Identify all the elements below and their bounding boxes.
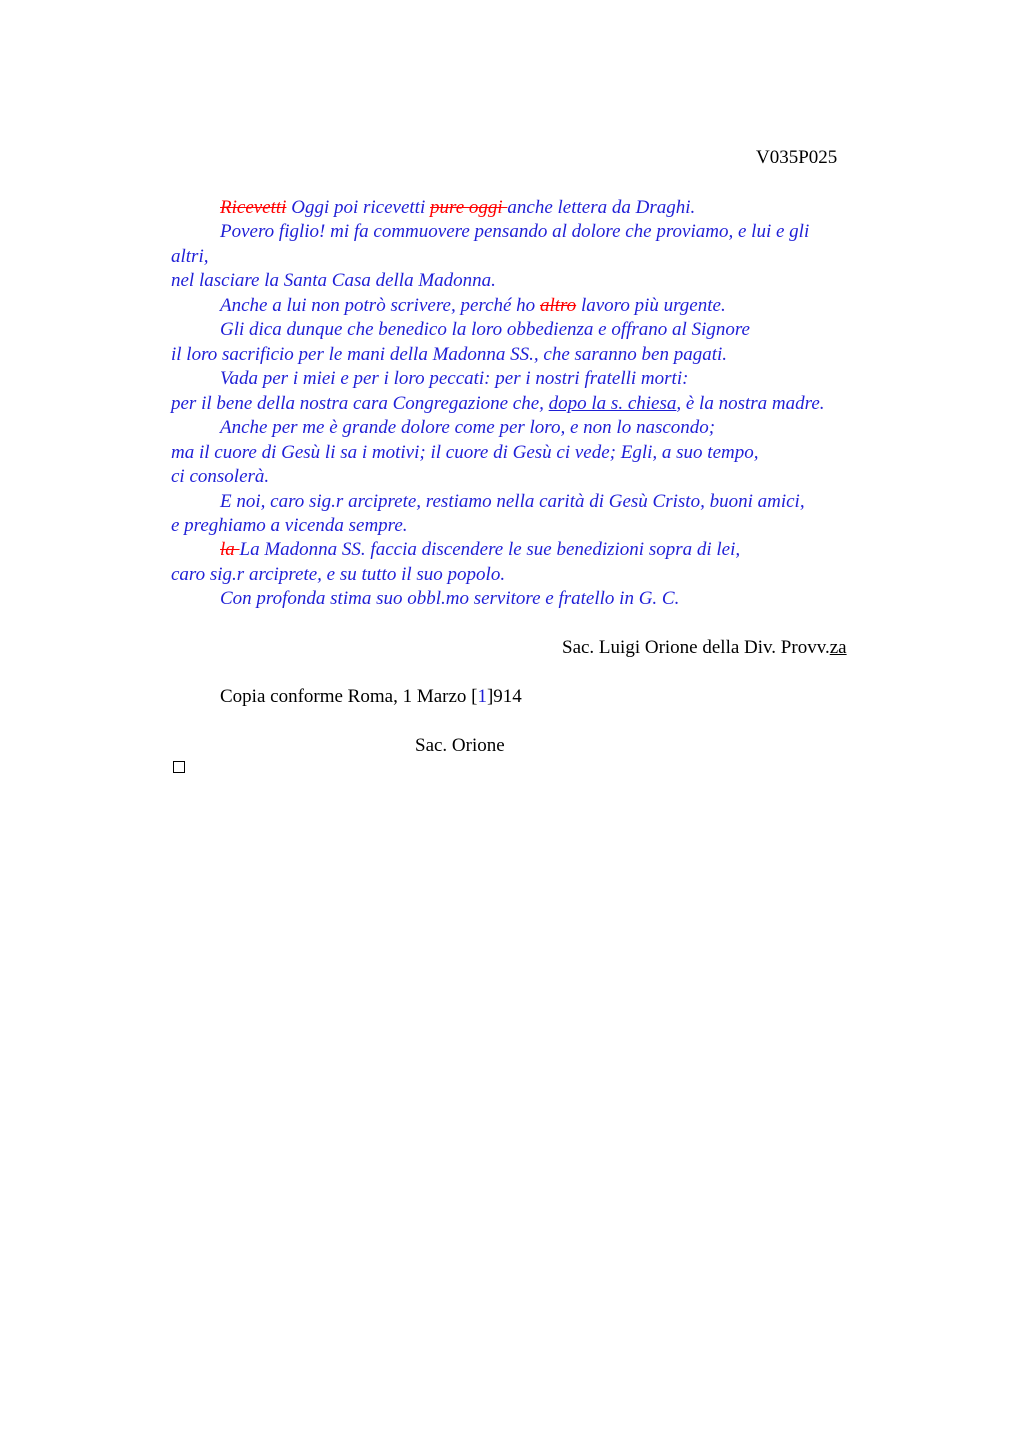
signature-text: Sac. Luigi Orione della Div. Provv. xyxy=(562,637,830,658)
copy-note-text: Copia conforme Roma, 1 Marzo [ xyxy=(220,686,478,707)
line-text: Anche a lui non potrò scrivere, perché ho xyxy=(220,295,540,316)
document-code: V035P025 xyxy=(756,147,838,168)
letter-line-11: ma il cuore di Gesù li sa i motivi; il cuore di Gesù ci vede; Egli, a suo tempo, xyxy=(171,442,759,463)
signature xyxy=(562,636,847,660)
bracket-digit: 1 xyxy=(477,686,487,707)
line-text: anche lettera da Draghi. xyxy=(507,197,696,218)
square-icon xyxy=(173,761,185,773)
final-signature: Sac. Orione xyxy=(415,735,505,756)
letter-line-2: Povero figlio! mi fa commuovere pensando al dolore che proviamo, e lui e gli xyxy=(220,221,810,242)
deleted-text: altro xyxy=(539,295,577,316)
letter-line-3: altri, xyxy=(171,246,209,267)
underlined-text: dopo la s. chiesa xyxy=(548,393,677,414)
line-text: La Madonna SS. faccia discendere le sue benedizioni sopra di lei, xyxy=(239,539,741,560)
letter-line-6: Gli dica dunque che benedico la loro obbedienza e offrano al Signore xyxy=(220,319,750,340)
deleted-text: la xyxy=(220,539,240,560)
line-text: per il bene della nostra cara Congregazione che, xyxy=(171,393,549,414)
letter-line-7: il loro sacrificio per le mani della Madonna SS., che saranno ben pagati. xyxy=(171,344,728,365)
line-text: Oggi poi ricevetti xyxy=(286,197,430,218)
letter-line-12: ci consolerà. xyxy=(171,466,270,487)
letter-line-15 xyxy=(220,538,740,562)
letter-line-13: E noi, caro sig.r arciprete, restiamo nella carità di Gesù Cristo, buoni amici, xyxy=(220,491,805,512)
line-text: , è la nostra madre. xyxy=(676,393,825,414)
line-text: lavoro più urgente. xyxy=(576,295,726,316)
letter-line-16: caro sig.r arciprete, e su tutto il suo popolo. xyxy=(171,564,506,585)
copy-note-text: ]914 xyxy=(486,686,522,707)
letter-line-10: Anche per me è grande dolore come per loro, e non lo nascondo; xyxy=(220,417,716,438)
letter-line-5 xyxy=(220,294,726,318)
copy-note xyxy=(220,685,522,709)
letter-line-14: e preghiamo a vicenda sempre. xyxy=(171,515,408,536)
letter-line-1 xyxy=(220,196,695,220)
letter-line-8: Vada per i miei e per i loro peccati: per i nostri fratelli morti: xyxy=(220,368,689,389)
signature-underlined: za xyxy=(829,637,847,658)
letter-line-9 xyxy=(171,392,825,416)
letter-line-4: nel lasciare la Santa Casa della Madonna. xyxy=(171,270,496,291)
letter-line-17: Con profonda stima suo obbl.mo servitore e fratello in G. C. xyxy=(220,588,680,609)
deleted-text: Ricevetti xyxy=(220,197,287,218)
deleted-text: pure oggi xyxy=(430,197,508,218)
